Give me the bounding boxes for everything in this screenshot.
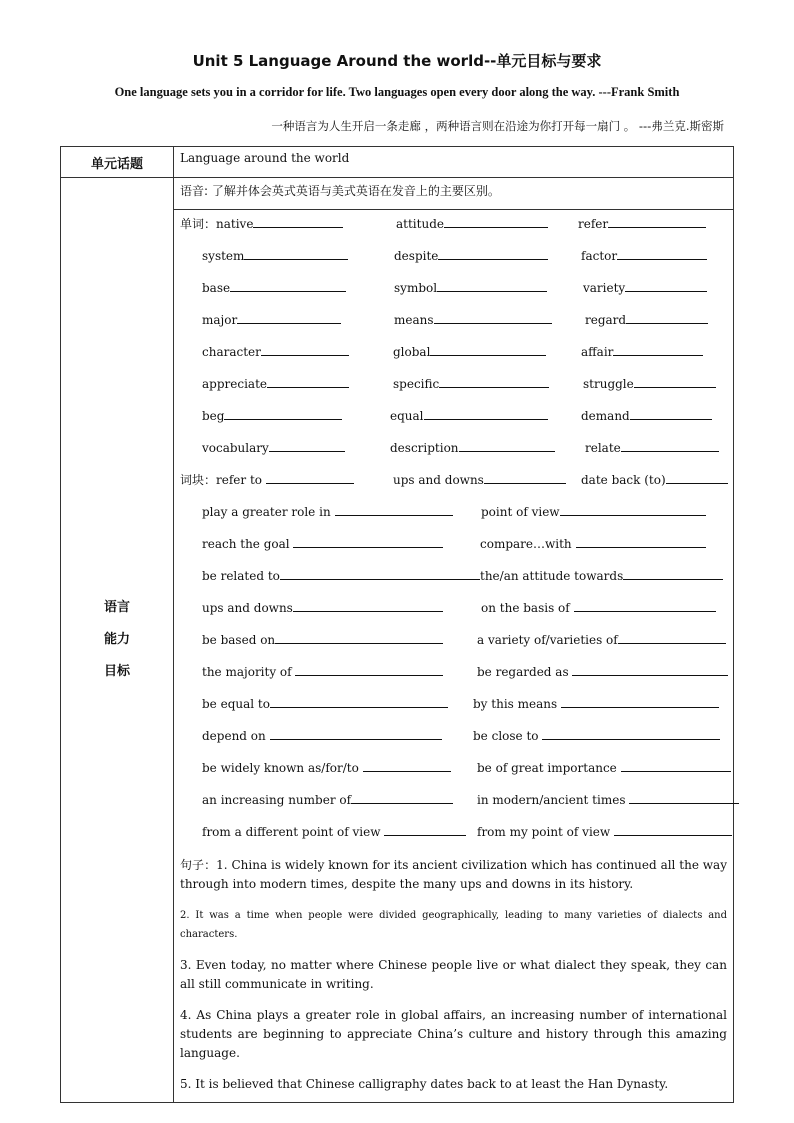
word-item: appreciate — [202, 377, 267, 391]
word-item: attitude — [396, 217, 444, 231]
blank-line[interactable] — [437, 278, 547, 292]
topic-label-cell — [61, 147, 174, 178]
topic-label: 单元话题 — [90, 156, 143, 172]
chunk-item: be widely known as/for/to — [202, 761, 359, 775]
chunk-row — [180, 658, 727, 690]
word-item: despite — [394, 249, 439, 263]
blank-line[interactable] — [275, 630, 443, 644]
sentence: 2. It was a time when people were divided geographically, leading to many varieties of dialects and characters. — [180, 910, 727, 940]
blank-line[interactable] — [237, 310, 341, 324]
word-item: vocabulary — [202, 441, 269, 455]
blank-line[interactable] — [574, 598, 716, 612]
chunk-item: be related to — [202, 569, 280, 583]
blank-line[interactable] — [614, 822, 732, 836]
blank-line[interactable] — [267, 374, 349, 388]
blank-line[interactable] — [634, 374, 716, 388]
chunk-item: be equal to — [202, 697, 270, 711]
chunk-row — [180, 754, 727, 786]
chunk-item: ups and downs — [202, 601, 293, 615]
sentence: 4. As China plays a greater role in global affairs, an increasing number of international students are beginning to appreciate China’s culture and history through this amazing language. — [180, 1008, 727, 1060]
sentence: 句子：1. China is widely known for its ancient civilization which has continued all the way through into modern times, despite the many ups and downs in its history. — [180, 858, 727, 891]
blank-line[interactable] — [561, 694, 719, 708]
blank-line[interactable] — [335, 502, 453, 516]
blank-line[interactable] — [230, 278, 346, 292]
blank-line[interactable] — [484, 470, 566, 484]
word-item: global — [393, 345, 431, 359]
ability-label-cell — [61, 178, 174, 1103]
sentence: 3. Even today, no matter where Chinese people live or what dialect they speak, they can all still communicate in writing. — [180, 958, 727, 991]
word-item: specific — [393, 377, 440, 391]
word-item: equal — [390, 409, 424, 423]
word-item: character — [202, 345, 261, 359]
word-row — [180, 306, 727, 338]
blank-line[interactable] — [424, 406, 548, 420]
blank-line[interactable] — [560, 502, 706, 516]
phonetics-goal: 语音: 了解并体会英式英语与美式英语在发音上的主要区别。 — [174, 178, 734, 210]
ability-label-line: 语言 — [103, 600, 130, 615]
word-item: native — [216, 217, 254, 231]
chunk-item: be close to — [473, 729, 539, 743]
words-lead: 单词： — [180, 217, 217, 231]
chunk-row — [180, 562, 727, 594]
word-row — [180, 338, 727, 370]
word-item: symbol — [394, 281, 438, 295]
blank-line[interactable] — [363, 758, 451, 772]
sentences-lead: 句子： — [180, 858, 217, 872]
word-item: major — [202, 313, 238, 327]
blank-line[interactable] — [617, 246, 707, 260]
blank-line[interactable] — [630, 406, 712, 420]
chunk-item: ups and downs — [393, 473, 484, 487]
blank-line[interactable] — [293, 534, 443, 548]
blank-line[interactable] — [244, 246, 348, 260]
vocabulary-cell — [174, 210, 734, 1103]
word-item: factor — [581, 249, 618, 263]
word-row — [180, 402, 727, 434]
word-item: variety — [583, 281, 626, 295]
blank-line[interactable] — [280, 566, 480, 580]
chunk-item: be based on — [202, 633, 276, 647]
chunk-item: on the basis of — [481, 601, 570, 615]
blank-line[interactable] — [439, 374, 549, 388]
word-row — [180, 434, 727, 466]
blank-line[interactable] — [269, 438, 345, 452]
chunk-row — [180, 594, 727, 626]
blank-line[interactable] — [384, 822, 466, 836]
word-item: relate — [585, 441, 621, 455]
chunk-item: be of great importance — [477, 761, 617, 775]
word-item: struggle — [583, 377, 634, 391]
chunk-item: be regarded as — [477, 665, 569, 679]
blank-line[interactable] — [666, 470, 728, 484]
word-item: system — [202, 249, 245, 263]
word-item: beg — [202, 409, 225, 423]
ability-label-line: 目标 — [103, 664, 130, 679]
word-row — [180, 210, 727, 242]
blank-line[interactable] — [430, 342, 546, 356]
blank-line[interactable] — [295, 662, 443, 676]
chunk-item: from my point of view — [477, 825, 611, 839]
blank-line[interactable] — [444, 214, 548, 228]
ability-label-line: 能力 — [103, 632, 130, 647]
blank-line[interactable] — [261, 342, 349, 356]
chunk-item: point of view — [481, 505, 560, 519]
chunk-row — [180, 818, 727, 850]
chunk-item: a variety of/varieties of — [477, 633, 618, 647]
chunk-row — [180, 530, 727, 562]
blank-line[interactable] — [576, 534, 706, 548]
chunk-row — [180, 690, 727, 722]
blank-line[interactable] — [618, 630, 726, 644]
chunk-row — [180, 626, 727, 658]
blank-line[interactable] — [626, 310, 708, 324]
blank-line[interactable] — [542, 726, 720, 740]
blank-line[interactable] — [266, 470, 354, 484]
chunk-item: the/an attitude towards — [480, 569, 624, 583]
page-title: Unit 5 Language Around the world--单元目标与要求 — [192, 52, 602, 70]
chunk-item: compare…with — [480, 537, 572, 551]
unit-goals-table — [60, 146, 734, 1103]
word-item: description — [390, 441, 459, 455]
word-item: affair — [581, 345, 614, 359]
chunk-item: reach the goal — [202, 537, 290, 551]
blank-line[interactable] — [351, 790, 453, 804]
chunk-item: depend on — [202, 729, 266, 743]
blank-line[interactable] — [623, 566, 723, 580]
chunk-item: an increasing number of — [202, 793, 352, 807]
chunks-lead: 词块： — [180, 473, 217, 487]
sentence: 5. It is believed that Chinese calligraphy dates back to at least the Han Dynasty. — [180, 1077, 669, 1091]
word-row — [180, 370, 727, 402]
sentences-block — [180, 850, 727, 1102]
word-row — [180, 242, 727, 274]
word-item: means — [394, 313, 434, 327]
blank-line[interactable] — [621, 438, 719, 452]
chunk-row — [180, 786, 727, 818]
chunk-item: refer to — [216, 473, 262, 487]
word-item: refer — [578, 217, 609, 231]
blank-line[interactable] — [613, 342, 703, 356]
chunk-item: in modern/ancient times — [477, 793, 626, 807]
blank-line[interactable] — [434, 310, 552, 324]
blank-line[interactable] — [608, 214, 706, 228]
blank-line[interactable] — [572, 662, 728, 676]
quote-english: One language sets you in a corridor for life. Two languages open every door along the way. ---Frank Smith — [114, 85, 680, 99]
chunk-item: by this means — [473, 697, 558, 711]
chunk-item: the majority of — [202, 665, 292, 679]
chunk-row — [180, 498, 727, 530]
blank-line[interactable] — [625, 278, 707, 292]
chunk-item: from a different point of view — [202, 825, 381, 839]
word-item: base — [202, 281, 231, 295]
blank-line[interactable] — [253, 214, 343, 228]
quote-chinese: 一种语言为人生开启一条走廊 ，两种语言则在沿途为你打开每一扇门 。 ---弗兰克.斯密斯 — [271, 119, 724, 133]
blank-line[interactable] — [438, 246, 548, 260]
blank-line[interactable] — [270, 694, 448, 708]
word-row — [180, 274, 727, 306]
blank-line[interactable] — [293, 598, 443, 612]
blank-line[interactable] — [459, 438, 555, 452]
chunk-item: date back (to) — [581, 473, 666, 487]
word-item: regard — [585, 313, 627, 327]
chunk-item: play a greater role in — [202, 505, 331, 519]
blank-line[interactable] — [224, 406, 342, 420]
topic-value: Language around the world — [174, 147, 734, 178]
blank-line[interactable] — [621, 758, 731, 772]
blank-line[interactable] — [270, 726, 442, 740]
word-item: demand — [581, 409, 630, 423]
chunk-row — [180, 466, 727, 498]
chunk-row — [180, 722, 727, 754]
blank-line[interactable] — [629, 790, 739, 804]
